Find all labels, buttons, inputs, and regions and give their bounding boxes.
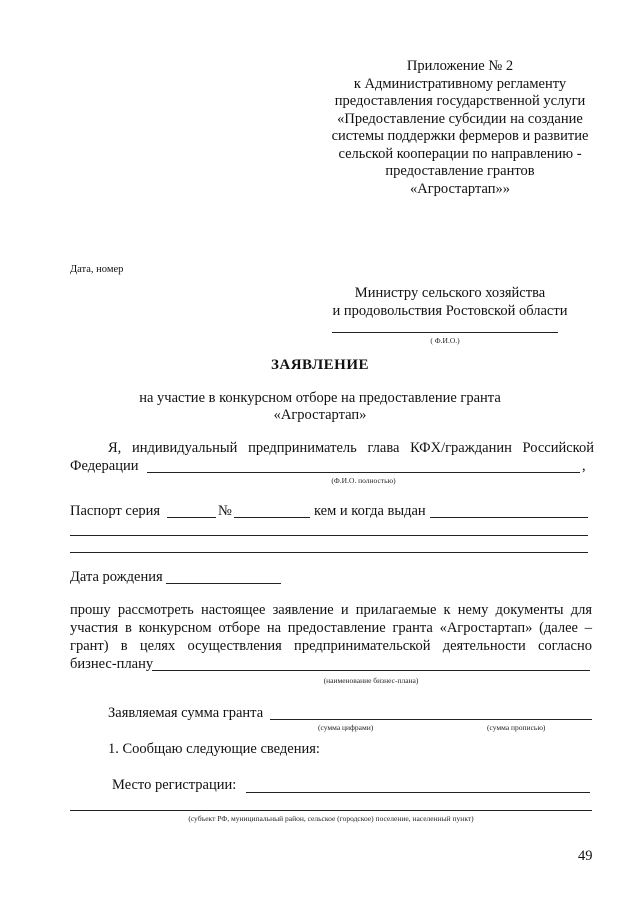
date-number-label: Дата, номер <box>70 264 124 275</box>
passport-number-label: № <box>218 503 232 519</box>
request-line-3: грант) в целях осуществления предпринимательской деятельности согласно <box>70 638 592 654</box>
document-title: ЗАЯВЛЕНИЕ <box>270 357 370 373</box>
item-1-heading: 1. Сообщаю следующие сведения: <box>108 741 320 757</box>
applicant-line-1: Я, индивидуальный предприниматель глава КФХ/гражданин Российской <box>108 440 594 456</box>
registration-field[interactable] <box>246 792 590 793</box>
birth-date-label: Дата рождения <box>70 569 163 585</box>
grant-amount-words-caption: (сумма прописью) <box>487 723 546 732</box>
business-plan-caption: (наименование бизнес-плана) <box>323 676 419 685</box>
applicant-comma: , <box>582 458 586 474</box>
recipient-fio-caption: ( Ф.И.О.) <box>430 336 460 345</box>
request-line-1: прошу рассмотреть настоящее заявление и прилагаемые к нему документы для <box>70 602 592 618</box>
page-number: 49 <box>578 848 593 864</box>
appendix-line: предоставление грантов <box>385 163 535 179</box>
appendix-line: «Предоставление субсидии на создание <box>337 110 583 127</box>
passport-issued-label: кем и когда выдан <box>314 503 426 519</box>
appendix-line: сельской кооперации по направлению - <box>338 145 582 162</box>
grant-amount-digits-caption: (сумма цифрами) <box>318 723 374 732</box>
birth-date-field[interactable] <box>166 583 281 584</box>
recipient-line-1: Министру сельского хозяйства <box>354 285 546 301</box>
appendix-line: Приложение № 2 <box>406 58 514 74</box>
passport-number-field[interactable] <box>234 517 310 518</box>
applicant-fio-field[interactable] <box>147 472 580 473</box>
request-line-2: участия в конкурсном отборе на предоставление гранта «Агростартап» (далее – <box>70 620 592 636</box>
appendix-line: к Административному регламенту <box>353 75 567 92</box>
passport-issued-field-line-3[interactable] <box>70 552 588 553</box>
registration-field-line-2[interactable] <box>70 810 592 811</box>
applicant-federation-label: Федерации <box>70 458 139 474</box>
passport-issued-field[interactable] <box>430 517 588 518</box>
passport-series-field[interactable] <box>167 517 216 518</box>
appendix-header <box>300 58 620 198</box>
passport-issued-field-line-2[interactable] <box>70 535 588 536</box>
passport-series-label: Паспорт серия <box>70 503 161 519</box>
grant-amount-label: Заявляемая сумма гранта <box>108 705 264 721</box>
recipient-line-2: и продовольствия Ростовской области <box>332 303 568 319</box>
business-plan-field[interactable] <box>152 670 590 671</box>
appendix-line: системы поддержки фермеров и развитие <box>331 128 589 144</box>
subtitle-line-2: «Агростартап» <box>273 407 367 423</box>
applicant-fio-caption: (Ф.И.О. полностью) <box>331 476 396 485</box>
business-plan-label: бизнес-плану <box>70 656 154 672</box>
subtitle-line-1: на участие в конкурсном отборе на предоставление гранта <box>139 390 501 406</box>
registration-caption: (субъект РФ, муниципальный район, сельское (городское) поселение, населенный пункт) <box>188 814 474 823</box>
recipient-fio-line <box>332 332 558 333</box>
grant-amount-field[interactable] <box>270 719 592 720</box>
appendix-line: «Агростартап»» <box>410 180 510 197</box>
appendix-line: предоставления государственной услуги <box>334 93 586 109</box>
registration-label: Место регистрации: <box>112 777 237 793</box>
